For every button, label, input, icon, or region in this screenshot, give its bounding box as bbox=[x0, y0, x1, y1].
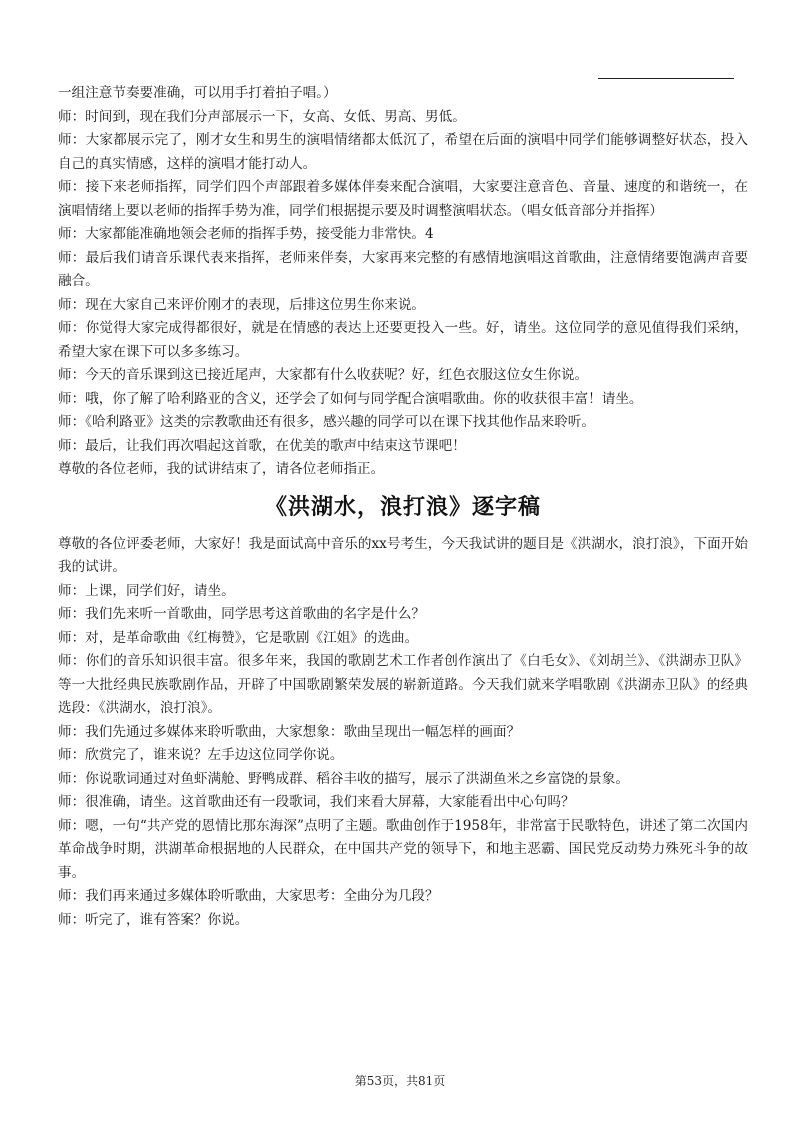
page-number: 第53页，共81页 bbox=[354, 1074, 446, 1088]
paragraph: 师：大家都展示完了，刚才女生和男生的演唱情绪都太低沉了，希望在后面的演唱中同学们能够调整好状态，投入自己的真实情感，这样的演唱才能打动人。 bbox=[58, 132, 748, 172]
header-rule bbox=[598, 78, 734, 79]
paragraph: 师：嗯，一句“共产党的恩情比那东海深”点明了主题。歌曲创作于1958年，非常富于民歌特色，讲述了第二次国内革命战争时期，洪湖革命根据地的人民群众，在中国共产党的领导下，和地主恶霸、国民党反动势力殊死斗争的故事。 bbox=[58, 817, 748, 881]
paragraph: 师：我们先来听一首歌曲，同学思考这首歌曲的名字是什么？ bbox=[58, 606, 426, 622]
paragraph: 师：欣赏完了，谁来说？左手边这位同学你说。 bbox=[58, 747, 344, 763]
paragraph: 师：对，是革命歌曲《红梅赞》，它是歌剧《江姐》的选曲。 bbox=[58, 629, 419, 646]
paragraph: 师：听完了，谁有答案？你说。 bbox=[58, 911, 249, 928]
document-body bbox=[58, 82, 748, 932]
paragraph: 师：你说歌词通过对鱼虾满舱、野鸭成群、稻谷丰收的描写，展示了洪湖鱼米之乡富饶的景象。 bbox=[58, 770, 629, 787]
section-2 bbox=[58, 533, 748, 933]
paragraph: 师：现在大家自己来评价刚才的表现，后排这位男生你来说。 bbox=[58, 296, 426, 313]
paragraph: 师：最后，让我们再次唱起这首歌，在优美的歌声中结束这节课吧！ bbox=[58, 437, 466, 454]
paragraph: 师：《哈利路亚》这类的宗教歌曲还有很多，感兴趣的同学可以在课下找其他作品来聆听。 bbox=[58, 414, 595, 430]
paragraph: 师：你觉得大家完成得都很好，就是在情感的表达上还要更投入一些。好，请坐。这位同学的意见值得我们采纳，希望大家在课下可以多多练习。 bbox=[58, 320, 748, 360]
paragraph: 师：时间到，现在我们分声部展示一下，女高、女低、男高、男低。 bbox=[58, 108, 466, 125]
paragraph: 师：很准确，请坐。这首歌曲还有一段歌词，我们来看大屏幕，大家能看出中心句吗？ bbox=[58, 794, 575, 810]
paragraph: 师：大家都能准确地领会老师的指挥手势，接受能力非常快。4 bbox=[58, 226, 434, 242]
paragraph: 师：接下来老师指挥，同学们四个声部跟着多媒体伴奏来配合演唱，大家要注意音色、音量、速度的和谐统一，在演唱情绪上要以老师的指挥手势为准，同学们根据提示要及时调整演唱状态。（唱女低音部分并指挥） bbox=[58, 179, 748, 219]
section-title: 《洪湖水，浪打浪》逐字稿 bbox=[264, 494, 541, 520]
paragraph: 师：上课，同学们好，请坐。 bbox=[58, 582, 235, 599]
paragraph: 师：你们的音乐知识很丰富。很多年来，我国的歌剧艺术工作者创作演出了《白毛女》、《刘胡兰》、《洪湖赤卫队》等一大批经典民族歌剧作品，开辟了中国歌剧繁荣发展的崭新道路。今天我们就来学唱歌剧《洪湖赤卫队》的经典选段：《洪湖水，浪打浪》。 bbox=[58, 653, 748, 716]
paragraph: 尊敬的各位评委老师，大家好！我是面试高中音乐的xx号考生，今天我试讲的题目是《洪湖水，浪打浪》，下面开始我的试讲。 bbox=[58, 535, 748, 575]
closing-line: 尊敬的各位老师，我的试讲结束了，请各位老师指正。 bbox=[58, 461, 385, 477]
paragraph: 师：今天的音乐课到这已接近尾声，大家都有什么收获呢？好，红色衣服这位女生你说。 bbox=[58, 367, 589, 383]
paragraph: 师：我们先通过多媒体来聆听歌曲，大家想象：歌曲呈现出一幅怎样的画面？ bbox=[58, 723, 521, 740]
paragraph: 师：最后我们请音乐课代表来指挥，老师来伴奏，大家再来完整的有感情地演唱这首歌曲，注意情绪要饱满声音要融合。 bbox=[58, 249, 748, 289]
paragraph: 师：我们再来通过多媒体聆听歌曲，大家思考：全曲分为几段？ bbox=[58, 888, 439, 904]
paragraph: 一组注意节奏要准确，可以用手打着拍子唱。） bbox=[58, 85, 337, 101]
section-1 bbox=[58, 82, 748, 482]
paragraph: 师：哦，你了解了哈利路亚的含义，还学会了如何与同学配合演唱歌曲。你的收获很丰富！请坐。 bbox=[58, 390, 643, 407]
